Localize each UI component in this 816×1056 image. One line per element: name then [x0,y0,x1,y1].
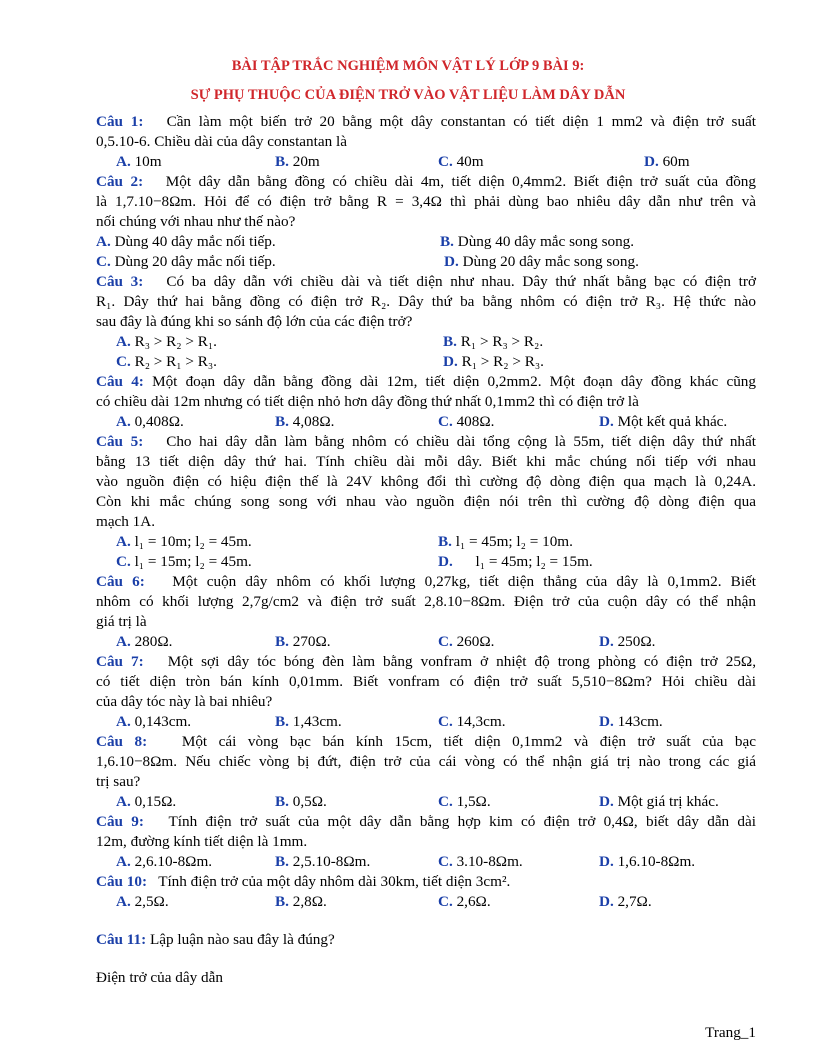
option-a: A. l₁ = 10m; l₂ = 45m. [116,533,252,550]
question-text: 12m, đường kính tiết diện là 1mm. [96,833,308,850]
option-b: B. 0,5Ω. [275,793,327,810]
option-d: D. 1,6.10-8Ωm. [599,853,696,870]
option-b: B. Dùng 40 dây mắc song song. [440,233,635,250]
question-text: sau đây là đúng khi so sánh độ lớn của các điện trở? [96,313,413,330]
question-text: Điện trở của dây dẫn [96,969,223,986]
question-2 [96,172,756,192]
question-text: có chiều dài 12m nhưng có tiết diện nhỏ hơn dây đồng thứ nhất 0,1mm2 thì có điện trở là [96,393,639,410]
question-text: Lập luận nào sau đây là đúng? [150,931,335,948]
question-label: Câu 3: [96,273,144,290]
question-11 [96,930,756,950]
option-a: A. 0,15Ω. [116,793,177,810]
question-text: Tính điện trở của một dây nhôm dài 30km, tiết diện 3cm². [158,873,511,890]
question-text: Một cái vòng bạc bán kính 15cm, tiết diện 0,1mm2 và điện trở suất của bạc [181,733,756,750]
option-d: D. 250Ω. [599,633,656,650]
question-label: Câu 10: [96,873,148,890]
page-title: BÀI TẬP TRẮC NGHIỆM MÔN VẬT LÝ LỚP 9 BÀI 9: [231,58,585,74]
question-text: Có ba dây dẫn với chiều dài và tiết diện như nhau. Dây thứ nhất bằng bạc có điện trở [166,273,756,290]
question-text: Cần làm một biến trở 20 bằng một dây constantan có tiết diện 1 mm2 và điện trở suất [166,113,756,130]
option-c: C. 260Ω. [438,633,495,650]
question-9 [96,812,756,832]
option-a: A. 0,408Ω. [116,413,184,430]
question-text: Một dây dẫn bằng đồng có chiều dài 4m, tiết diện 0,4mm2. Biết điện trở suất của đồng [165,173,756,190]
question-text: Cho hai dây dẫn làm bằng nhôm có chiều dài tổng cộng là 55m, tiết diện dây thứ nhất [166,433,756,450]
question-text: mạch 1A. [96,513,156,530]
question-text: nhôm có khối lượng 2,7g/cm2 và điện trở suất 2,8.10−8Ωm. Điện trở của cuộn dây có thể nhận [96,593,756,610]
option-a: A. 0,143cm. [116,713,192,730]
page-number: Trang_1 [705,1024,756,1041]
question-label: Câu 1: [96,113,144,130]
option-d: D. R₁ > R₂ > R₃. [443,353,544,370]
page-subtitle: SỰ PHỤ THUỘC CỦA ĐIỆN TRỞ VÀO VẬT LIỆU LÀM DÂY DẪN [190,87,626,103]
option-b: B. 2,5.10-8Ωm. [275,853,371,870]
question-label: Câu 8: [96,733,148,750]
option-d: D. Dùng 20 dây mắc song song. [444,253,639,270]
question-label: Câu 6: [96,573,145,590]
question-label: Câu 5: [96,433,144,450]
option-c: C. 408Ω. [438,413,495,430]
question-text: R₁. Dây thứ hai bằng đồng có điện trở R₂. Dây thứ ba bằng nhôm có điện trở R₃. Hệ thức nào [96,293,756,310]
option-b: B. 4,08Ω. [275,413,335,430]
question-text: trị sau? [96,773,141,790]
question-label: Câu 7: [96,653,144,670]
option-c: C. 1,5Ω. [438,793,491,810]
question-text: là 1,7.10−8Ωm. Hỏi để có điện trở bằng R = 3,4Ω thì phải dùng bao nhiêu dây dẫn như trên và [96,193,756,210]
option-b: B. R₁ > R₃ > R₂. [443,333,544,350]
option-d: D. 60m [644,153,690,170]
question-label: Câu 4: [96,373,144,390]
option-a: A. R₃ > R₂ > R₁. [116,333,217,350]
option-c: C. 14,3cm. [438,713,506,730]
option-d: D. Một kết quả khác. [599,413,728,430]
option-c: C. 2,6Ω. [438,893,491,910]
question-text: bằng 13 tiết diện dây thứ hai. Tính chiều dài mỗi dây. Biết khi mắc chúng nối tiếp với nhau [96,453,756,470]
question-text: nối chúng với nhau như thế nào? [96,213,296,230]
option-c: C. 3.10-8Ωm. [438,853,523,870]
question-6 [96,572,756,592]
question-8 [96,732,756,752]
option-a: A. 2,5Ω. [116,893,169,910]
question-text: giá trị là [96,613,147,630]
option-c: C. Dùng 20 dây mắc nối tiếp. [96,253,276,270]
question-text: 1,6.10−8Ωm. Nếu chiếc vòng bị đứt, điện trở của cái vòng có thể nhận giá trị nào trong các giá [96,753,756,770]
option-b: B. 1,43cm. [275,713,342,730]
question-10 [96,872,756,892]
question-text: Một đoạn dây dẫn bằng đồng dài 12m, tiết diện 0,2mm2. Một đoạn dây đồng khác cũng [152,373,756,390]
question-text: Một sợi dây tóc bóng đèn làm bằng vonfram ở nhiệt độ trong phòng có điện trở 25Ω, [167,653,757,670]
question-text: có tiết diện tròn bán kính 0,01mm. Biết vonfram có điện trở suất 5,510−8Ωm? Hỏi chiều dài [96,673,756,690]
option-a: A. 10m [116,153,162,170]
option-c: C. R₂ > R₁ > R₃. [116,353,217,370]
question-text: Tính điện trở suất của một dây dẫn bằng hợp kim có điện trở 0,4Ω, biết dây dẫn dài [168,813,756,830]
option-d: D. 143cm. [599,713,663,730]
question-3 [96,272,756,292]
option-a: A. 280Ω. [116,633,173,650]
option-c: C. l₁ = 15m; l₂ = 45m. [116,553,252,570]
option-a: A. 2,6.10-8Ωm. [116,853,213,870]
question-4 [96,372,756,392]
question-label: Câu 11: [96,931,147,948]
option-b: B. 20m [275,153,320,170]
question-text: vào nguồn điện có hiệu điện thế là 24V không đổi thì cường độ dòng điện qua mạch là 0,24A. [96,473,756,490]
option-d: D. Một giá trị khác. [599,793,719,810]
option-b: B. l₁ = 45m; l₂ = 10m. [438,533,573,550]
question-text: Còn khi mắc chúng song song với nhau vào nguồn điện nói trên thì cường độ dòng điện qua [96,493,756,510]
option-b: B. 2,8Ω. [275,893,327,910]
question-text: Một cuộn dây nhôm có khối lượng 0,27kg, tiết diện thẳng của dây là 0,1mm2. Biết [172,573,756,590]
question-5 [96,432,756,452]
option-b: B. 270Ω. [275,633,331,650]
question-text: 0,5.10-6. Chiều dài của dây constantan là [96,133,347,150]
question-label: Câu 9: [96,813,144,830]
question-text: của dây tóc này là bai nhiêu? [96,693,273,710]
option-d: D. 2,7Ω. [599,893,652,910]
question-7 [96,652,756,672]
question-label: Câu 2: [96,173,144,190]
question-1 [96,112,756,132]
option-c: C. 40m [438,153,484,170]
option-a: A. Dùng 40 dây mắc nối tiếp. [96,233,276,250]
option-d: D. l₁ = 45m; l₂ = 15m. [438,553,593,570]
